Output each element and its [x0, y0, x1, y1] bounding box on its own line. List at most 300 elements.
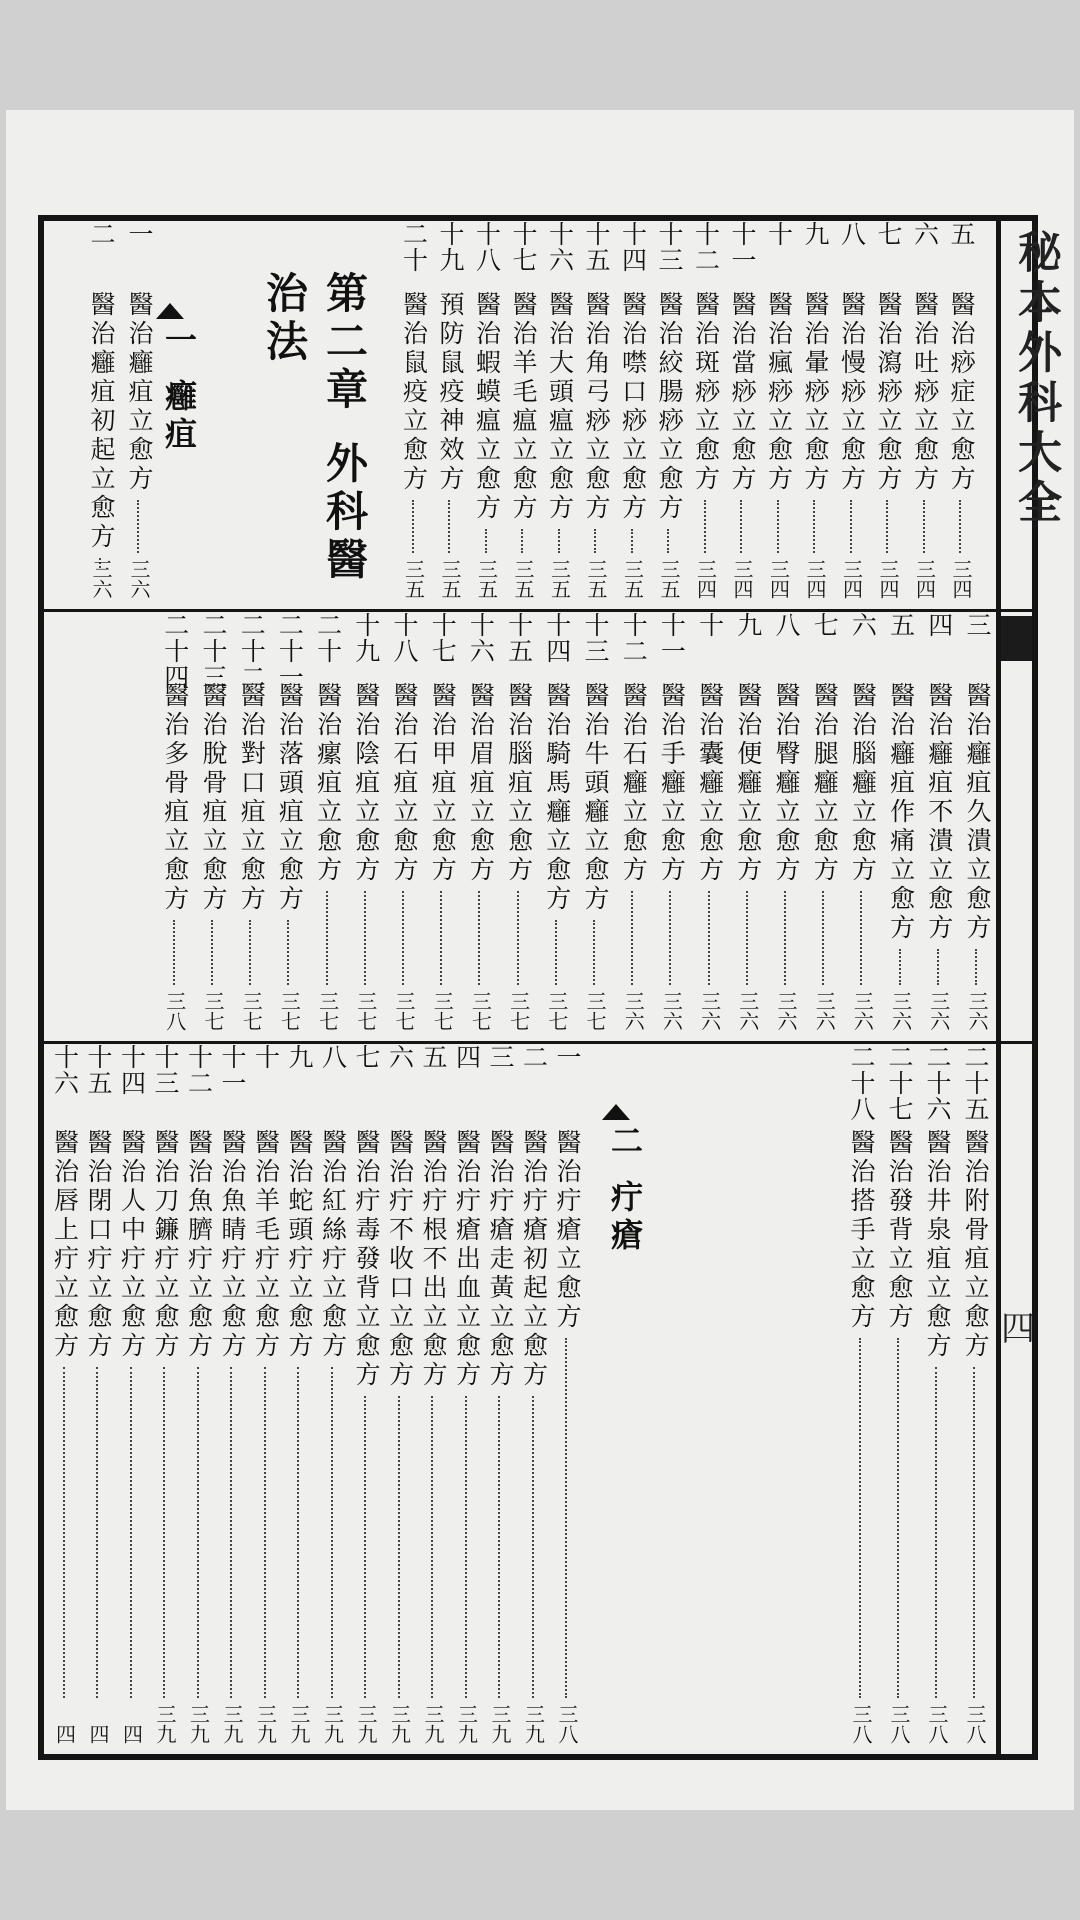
toc-entry[interactable]	[215, 1044, 249, 1754]
toc-entry[interactable]	[158, 612, 192, 1041]
toc-entry[interactable]	[731, 612, 765, 1041]
toc-entry[interactable]	[483, 1044, 517, 1754]
toc-entry-title: 醫治慢痧立愈方	[837, 291, 867, 494]
dot-leader	[517, 891, 519, 985]
toc-entry-number: 十六	[50, 1044, 80, 1096]
toc-entry-number: 十三	[655, 221, 684, 273]
toc-entry-title: 醫治噤口痧立愈方	[618, 291, 648, 523]
toc-entry[interactable]	[578, 612, 612, 1041]
toc-entry-number: 二十六	[923, 1044, 952, 1122]
toc-entry-page: 三七	[353, 991, 378, 1031]
toc-entry[interactable]	[689, 221, 723, 609]
toc-entry[interactable]	[450, 1044, 484, 1754]
dot-leader	[402, 891, 404, 985]
chapter-title: 外科醫治法	[260, 271, 369, 585]
toc-entry-number: 九	[801, 221, 830, 247]
section-2-label: 二	[606, 1124, 644, 1162]
toc-entry-number: 十七	[509, 221, 538, 273]
toc-entry[interactable]	[579, 221, 613, 609]
toc-entry-page: 四	[86, 1724, 110, 1744]
toc-entry-page: 三四	[839, 559, 864, 599]
toc-entry-title: 醫治陰疽立愈方	[351, 682, 381, 885]
toc-entry-number: 十九	[436, 221, 465, 273]
dot-leader	[130, 1367, 132, 1698]
toc-entry-title: 醫治發背立愈方	[885, 1129, 914, 1332]
toc-entry-title: 醫治疔瘡初起立愈方	[519, 1129, 549, 1390]
dot-leader	[860, 891, 862, 985]
dot-leader	[669, 891, 671, 985]
section-2-heading	[602, 1124, 648, 1256]
toc-entry-title: 醫治石疽立愈方	[390, 682, 419, 885]
toc-entry[interactable]	[249, 1044, 283, 1754]
dot-leader	[364, 1396, 366, 1698]
toc-entry-number: 三	[963, 612, 992, 638]
toc-entry[interactable]	[693, 612, 727, 1041]
toc-entry-page: 三七	[430, 991, 455, 1031]
dot-leader	[959, 500, 961, 553]
toc-entry[interactable]	[762, 221, 796, 609]
toc-entry[interactable]	[871, 221, 905, 609]
dot-leader	[937, 949, 939, 985]
toc-entry-title: 醫治羊毛瘟立愈方	[509, 291, 538, 523]
toc-entry-title: 醫治疔根不出立愈方	[419, 1129, 448, 1390]
dot-leader	[740, 500, 742, 553]
toc-entry-number: 十三	[581, 612, 610, 664]
dot-leader	[850, 500, 852, 553]
dot-leader	[331, 1367, 333, 1698]
toc-entry-number: 四	[452, 1044, 482, 1070]
toc-entry-title: 醫治當痧立愈方	[728, 291, 757, 494]
dot-leader	[440, 891, 442, 985]
dot-leader	[412, 500, 414, 553]
toc-entry-title: 醫治痧症立愈方	[947, 291, 976, 494]
toc-entry-page: 三八	[887, 1704, 911, 1744]
toc-entry-page: 三五	[438, 559, 462, 599]
dot-leader	[448, 500, 450, 553]
dot-leader	[935, 1367, 937, 1698]
toc-entry-page: 三五	[620, 559, 645, 599]
toc-entry-page: 三七	[201, 991, 225, 1031]
toc-entry-page: 三九	[186, 1704, 211, 1744]
toc-entry-title: 醫治羊毛疔立愈方	[251, 1129, 281, 1361]
toc-entry-number: 六	[848, 612, 878, 638]
toc-entry-number: 五	[947, 221, 976, 247]
toc-entry-title: 醫治多骨疽立愈方	[160, 682, 190, 914]
dot-leader	[431, 1396, 433, 1698]
toc-entry-page: 三八	[925, 1704, 949, 1744]
dot-leader	[777, 500, 779, 553]
dot-leader	[558, 529, 560, 553]
toc-entry-number: 九	[285, 1044, 314, 1070]
toc-entry-page: 三九	[220, 1704, 244, 1744]
toc-entry-page: 三八	[963, 1704, 987, 1744]
toc-entry[interactable]	[506, 221, 540, 609]
toc-entry-page: 三七	[392, 991, 416, 1031]
toc-entry-title: 醫治疔毒發背立愈方	[352, 1129, 381, 1390]
toc-entry[interactable]	[349, 612, 383, 1041]
toc-entry-number: 十四	[542, 612, 572, 664]
toc-entry-number: 十二	[619, 612, 649, 664]
toc-entry-title: 醫治暈痧立愈方	[801, 291, 830, 494]
toc-entry-page: 三八	[162, 991, 187, 1031]
toc-entry-page: 三七	[583, 991, 607, 1031]
toc-entry[interactable]	[282, 1044, 316, 1754]
toc-entry-title: 醫治癰疽作痛立愈方	[886, 682, 916, 943]
toc-entry-page: 三四	[803, 559, 827, 599]
dot-leader	[708, 891, 710, 985]
toc-entry[interactable]	[84, 221, 118, 609]
section-1-marker-icon	[156, 303, 184, 319]
toc-entry-title: 醫治疔瘡立愈方	[553, 1129, 582, 1332]
toc-entry-number: 十八	[390, 612, 419, 664]
dot-leader	[975, 949, 977, 985]
toc-entry-number: 十	[764, 221, 794, 247]
toc-entry[interactable]	[654, 612, 688, 1041]
toc-entry-page: 三五	[401, 559, 426, 599]
toc-entry[interactable]	[387, 612, 421, 1041]
toc-entry-number: 十三	[151, 1044, 180, 1096]
toc-entry-page: 三六	[774, 991, 798, 1031]
toc-entry-number: 二	[87, 221, 116, 247]
header-footer-mark: 四	[1001, 1309, 1035, 1349]
toc-entry-title: 醫治蝦蟆瘟立愈方	[472, 291, 502, 523]
dot-leader	[521, 529, 523, 553]
dot-leader	[704, 500, 706, 553]
toc-entry-page: 三九	[454, 1704, 479, 1744]
toc-entry-number: 十六	[466, 612, 496, 664]
toc-entry-number: 十六	[545, 221, 575, 273]
toc-entry[interactable]	[540, 612, 574, 1041]
dot-leader	[264, 1367, 266, 1698]
toc-entry-title: 醫治附骨疽立愈方	[961, 1129, 990, 1361]
toc-entry-number: 四	[924, 612, 954, 638]
toc-entry-page: 三九	[354, 1704, 378, 1744]
toc-entry-title: 醫治瘋痧立愈方	[764, 291, 794, 494]
toc-entry[interactable]	[502, 612, 536, 1041]
toc-entry-title: 醫治臀癰立愈方	[772, 682, 801, 885]
toc-entry-number: 七	[352, 1044, 381, 1070]
toc-entry[interactable]	[196, 612, 230, 1041]
dot-leader	[249, 920, 251, 985]
toc-entry-page: 三六	[89, 559, 113, 599]
toc-entry-page: 三九	[153, 1704, 177, 1744]
toc-entry[interactable]	[81, 1044, 115, 1754]
toc-entry[interactable]	[616, 612, 650, 1041]
toc-entry-title: 醫治角弓痧立愈方	[582, 291, 611, 523]
toc-entry-number: 十八	[472, 221, 502, 273]
toc-entry-number: 十五	[582, 221, 611, 273]
dot-leader	[813, 500, 815, 553]
toc-entry-page: 三六	[621, 991, 646, 1031]
toc-entry[interactable]	[470, 221, 504, 609]
toc-entry-page: 三六	[812, 991, 837, 1031]
toc-entry[interactable]	[463, 612, 497, 1041]
toc-block-1	[44, 221, 1002, 609]
toc-entry[interactable]	[922, 612, 956, 1041]
toc-entry-title: 醫治癰疽立愈方	[125, 291, 154, 494]
dot-leader	[173, 920, 175, 985]
toc-entry[interactable]	[316, 1044, 350, 1754]
toc-entry[interactable]	[908, 221, 942, 609]
toc-entry[interactable]	[115, 1044, 149, 1754]
toc-entry[interactable]	[416, 1044, 450, 1754]
toc-entry-page: 三六	[850, 991, 875, 1031]
section-1-heading	[156, 323, 202, 455]
toc-entry[interactable]	[272, 612, 306, 1041]
toc-entry-number: 九	[733, 612, 763, 638]
dot-leader	[485, 529, 487, 553]
toc-entry[interactable]	[383, 1044, 417, 1754]
toc-entry-title: 醫治紅絲疔立愈方	[318, 1129, 348, 1361]
toc-entry[interactable]	[397, 221, 431, 609]
toc-entry[interactable]	[433, 221, 467, 609]
dot-leader	[631, 529, 633, 553]
dot-leader	[197, 1367, 199, 1698]
toc-entry-title: 醫治石癰立愈方	[619, 682, 649, 885]
toc-entry[interactable]	[769, 612, 803, 1041]
toc-entry-page: 三六	[926, 991, 951, 1031]
toc-entry-page: 三九	[320, 1704, 345, 1744]
toc-entry-title: 醫治疔瘡走黃立愈方	[486, 1129, 515, 1390]
toc-entry-page: 四	[119, 1724, 144, 1744]
dot-leader	[63, 1367, 65, 1698]
toc-entry-title: 醫治囊癰立愈方	[695, 682, 725, 885]
toc-entry-page: 三八	[555, 1704, 579, 1744]
section-2-marker-icon	[602, 1104, 630, 1120]
dot-leader	[326, 891, 328, 985]
toc-entry-title: 醫治癰疽久潰立愈方	[963, 682, 992, 943]
toc-entry[interactable]	[920, 1044, 954, 1754]
toc-entry[interactable]	[652, 221, 686, 609]
toc-entry-title: 醫治蛇頭疔立愈方	[285, 1129, 314, 1361]
toc-entry-number: 七	[874, 221, 903, 247]
toc-entry[interactable]	[882, 1044, 916, 1754]
toc-entry-title: 醫治甲疽立愈方	[428, 682, 458, 885]
toc-entry-title: 醫治眉疽立愈方	[466, 682, 496, 885]
toc-entry-title: 醫治牛頭癰立愈方	[581, 682, 610, 914]
toc-entry-number: 三	[486, 1044, 515, 1070]
chapter-label: 第二章	[320, 271, 369, 415]
toc-entry[interactable]	[944, 221, 978, 609]
toc-entry-title: 醫治癰疽初起立愈方	[87, 291, 116, 552]
toc-entry-page: 三九	[421, 1704, 445, 1744]
toc-entry-title: 醫治刀鐮疔立愈方	[151, 1129, 180, 1361]
toc-entry-page: 三九	[253, 1704, 278, 1744]
toc-entry[interactable]	[845, 612, 879, 1041]
toc-entry-page: 三七	[544, 991, 569, 1031]
dot-leader	[498, 1396, 500, 1698]
toc-entry-number: 二十二	[237, 612, 267, 690]
dot-leader	[859, 1338, 861, 1698]
toc-entry-title: 預防鼠疫神效方	[436, 291, 465, 494]
toc-entry-title: 醫治落頭疽立愈方	[275, 682, 305, 914]
dot-leader	[532, 1396, 534, 1698]
dot-leader	[594, 529, 596, 553]
toc-entry-number: 二十一	[275, 612, 305, 690]
toc-entry-number: 十七	[428, 612, 458, 664]
dot-leader	[897, 1338, 899, 1698]
toc-entry-page: 三六	[735, 991, 760, 1031]
toc-entry-number: 一	[125, 221, 154, 247]
toc-entry-number: 十五	[504, 612, 534, 664]
toc-entry-page: 三九	[488, 1704, 512, 1744]
toc-entry-title: 醫治唇上疔立愈方	[50, 1129, 80, 1361]
toc-entry-page: 三五	[511, 559, 535, 599]
dot-leader	[364, 891, 366, 985]
dot-leader	[465, 1396, 467, 1698]
toc-entry[interactable]	[550, 1044, 584, 1754]
toc-entry-title: 醫治腦疽立愈方	[504, 682, 534, 885]
toc-entry-number: 十	[251, 1044, 281, 1070]
toc-entry-title: 醫治瘰疽立愈方	[313, 682, 343, 885]
toc-entry-number: 二	[519, 1044, 549, 1070]
toc-entry-page: 三五	[657, 559, 681, 599]
toc-entry-page: 三四	[876, 559, 900, 599]
toc-entry-number: 五	[419, 1044, 448, 1070]
toc-entry-page: 三六	[127, 559, 151, 599]
toc-entry-page: 三六	[965, 991, 989, 1031]
toc-entry-title: 醫治疔不收口立愈方	[385, 1129, 415, 1390]
toc-entry-page: 三六	[659, 991, 684, 1031]
toc-entry[interactable]	[182, 1044, 216, 1754]
toc-entry-number: 十九	[351, 612, 381, 664]
toc-entry-title: 醫治疔瘡出血立愈方	[452, 1129, 482, 1390]
toc-entry[interactable]	[958, 1044, 992, 1754]
toc-entry-page: 三七	[315, 991, 340, 1031]
toc-entry-title: 醫治閉口疔立愈方	[84, 1129, 113, 1361]
toc-entry[interactable]	[349, 1044, 383, 1754]
toc-entry[interactable]	[48, 1044, 82, 1754]
toc-entry[interactable]	[311, 612, 345, 1041]
toc-entry-number: 十二	[691, 221, 721, 273]
toc-entry-number: 十二	[184, 1044, 214, 1096]
toc-entry-title: 醫治魚臍疔立愈方	[184, 1129, 214, 1361]
toc-entry-number: 十一	[218, 1044, 247, 1096]
toc-entry-number: 十一	[728, 221, 757, 273]
toc-entry-number: 十四	[117, 1044, 147, 1096]
toc-entry-title: 醫治絞腸痧立愈方	[655, 291, 684, 523]
toc-entry[interactable]	[517, 1044, 551, 1754]
toc-entry[interactable]	[960, 612, 994, 1041]
toc-entry-page: 三四	[912, 559, 937, 599]
toc-entry-number: 八	[318, 1044, 348, 1070]
toc-entry-page: 三四	[730, 559, 754, 599]
toc-entry-title: 醫治搭手立愈方	[847, 1129, 876, 1332]
toc-entry[interactable]	[798, 221, 832, 609]
toc-entry[interactable]	[884, 612, 918, 1041]
chapter-heading	[254, 271, 374, 609]
dot-leader	[886, 500, 888, 553]
toc-entry-number: 八	[837, 221, 867, 247]
toc-entry[interactable]	[148, 1044, 182, 1754]
dot-leader	[899, 949, 901, 985]
toc-entry-number: 一	[553, 1044, 582, 1070]
toc-entry-title: 醫治井泉疽立愈方	[923, 1129, 952, 1361]
dot-leader	[478, 891, 480, 985]
toc-entry-title: 醫治脫骨疽立愈方	[199, 682, 228, 914]
dot-leader	[297, 1367, 299, 1698]
toc-entry[interactable]	[122, 221, 156, 609]
title-tab-block	[1001, 616, 1032, 661]
dot-leader	[746, 891, 748, 985]
toc-entry-page: 三九	[521, 1704, 546, 1744]
toc-entry-page: 三五	[584, 559, 608, 599]
toc-entry[interactable]	[543, 221, 577, 609]
toc-entry-title: 醫治對口疽立愈方	[237, 682, 267, 914]
toc-entry-title: 醫治吐痧立愈方	[910, 291, 940, 494]
dot-leader	[398, 1396, 400, 1698]
toc-entry-title: 醫治大頭瘟立愈方	[545, 291, 575, 523]
section-1-title: 癰疽	[160, 379, 198, 455]
dot-leader	[555, 920, 557, 985]
dot-leader	[973, 1367, 975, 1698]
toc-entry-number: 二十	[313, 612, 343, 664]
toc-block-3	[44, 1044, 1002, 1754]
toc-entry-number: 二十七	[885, 1044, 914, 1122]
dot-leader	[287, 920, 289, 985]
toc-entry-page: 三七	[506, 991, 531, 1031]
toc-entry-page: 三四	[766, 559, 791, 599]
toc-entry-title: 醫治斑痧立愈方	[691, 291, 721, 494]
dot-leader	[667, 529, 669, 553]
toc-entry-title: 醫治癰疽不潰立愈方	[924, 682, 954, 943]
toc-entry-page: 三七	[468, 991, 493, 1031]
toc-entry-page: 三九	[387, 1704, 412, 1744]
dot-leader	[593, 920, 595, 985]
toc-entry[interactable]	[807, 612, 841, 1041]
toc-entry[interactable]	[234, 612, 268, 1041]
toc-entry-page: 三六	[697, 991, 722, 1031]
toc-entry-title: 醫治鼠疫立愈方	[399, 291, 429, 494]
toc-entry-title: 醫治瀉痧立愈方	[874, 291, 903, 494]
toc-block-2	[44, 612, 1002, 1041]
dot-leader	[163, 1367, 165, 1698]
toc-entry-page: 三九	[287, 1704, 311, 1744]
dot-leader	[211, 920, 213, 985]
toc-entry-title: 醫治騎馬癰立愈方	[542, 682, 572, 914]
toc-entry-title: 醫治腦癰立愈方	[848, 682, 878, 885]
toc-entry-page: 三四	[693, 559, 718, 599]
dot-leader	[784, 891, 786, 985]
toc-entry[interactable]	[425, 612, 459, 1041]
toc-entry-number: 五	[886, 612, 916, 638]
toc-entry[interactable]	[844, 1044, 878, 1754]
dot-leader	[230, 1367, 232, 1698]
toc-entry-number: 二十八	[847, 1044, 876, 1122]
dot-leader	[631, 891, 633, 985]
toc-entry-page: 四	[52, 1724, 77, 1744]
book-title: 秘本外科大全	[1010, 229, 1061, 529]
toc-entry-page: 三五	[474, 559, 499, 599]
dot-leader	[565, 1338, 567, 1698]
toc-entry-title: 醫治便癰立愈方	[733, 682, 763, 885]
toc-entry-title: 醫治腿癰立愈方	[810, 682, 840, 885]
toc-entry-number: 二十	[399, 221, 429, 273]
section-1-label: 一	[160, 323, 198, 361]
toc-entry[interactable]	[616, 221, 650, 609]
toc-entry-number: 六	[910, 221, 940, 247]
section-2-title: 疔瘡	[606, 1180, 644, 1256]
toc-entry-number: 十一	[657, 612, 687, 664]
toc-entry-page: 三五	[547, 559, 572, 599]
toc-entry[interactable]	[725, 221, 759, 609]
toc-entry-number: 十	[695, 612, 725, 638]
toc-entry-number: 二十五	[961, 1044, 990, 1122]
toc-entry-page: 三六	[888, 991, 913, 1031]
toc-entry-number: 八	[772, 612, 801, 638]
dot-leader	[923, 500, 925, 553]
toc-entry[interactable]	[835, 221, 869, 609]
